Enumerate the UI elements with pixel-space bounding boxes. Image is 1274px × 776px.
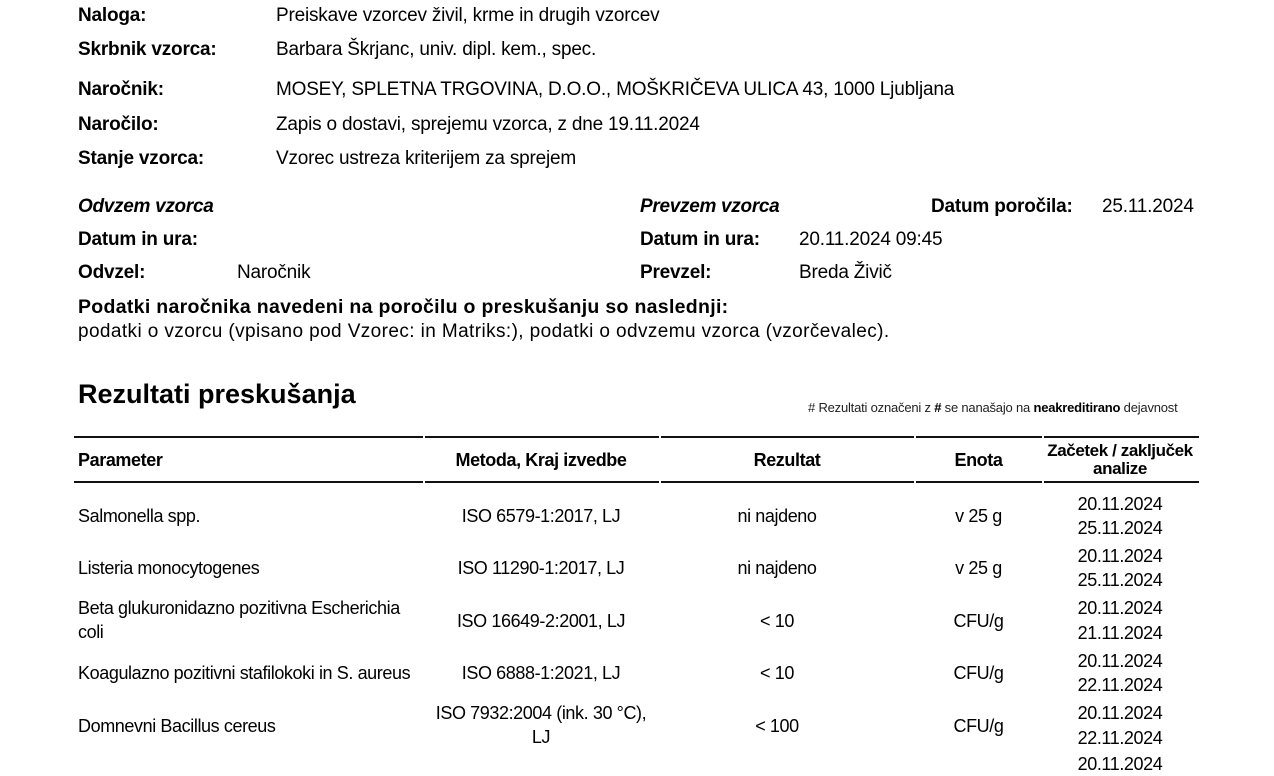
cell-result: < 10 xyxy=(760,611,794,631)
column-header-unit: Enota xyxy=(954,450,1003,470)
col-gap xyxy=(1042,434,1044,440)
client-data-heading: Podatki naročnika navedeni na poročilu o preskušanju so naslednji: xyxy=(78,296,729,318)
cell-result: < 100 xyxy=(755,716,799,736)
accreditation-note-hash: # xyxy=(934,400,942,415)
col-gap xyxy=(659,479,661,485)
field-label-narocnik: Naročnik: xyxy=(78,79,164,100)
col-gap xyxy=(914,434,916,440)
cell-end: 25.11.2024 xyxy=(1077,518,1163,538)
cell-method: ISO 11290-1:2017, LJ xyxy=(457,558,625,578)
cell-start: 20.11.2024 xyxy=(1077,546,1163,566)
cell-parameter: Salmonella spp. xyxy=(78,506,201,526)
column-header-start-end: Začetek / zaključek analize xyxy=(1047,441,1193,478)
col-gap xyxy=(659,434,661,440)
field-value-skrbnik: Barbara Škrjanc, univ. dipl. kem., spec. xyxy=(276,39,597,60)
column-header-result: Rezultat xyxy=(753,450,821,470)
cell-end: 22.11.2024 xyxy=(1077,675,1163,695)
cell-parameter: Koagulazno pozitivni stafilokoki in S. aureus xyxy=(78,663,411,683)
cell-start: 20.11.2024 xyxy=(1077,598,1163,618)
cell-end: 25.11.2024 xyxy=(1077,570,1163,590)
field-label-naloga: Naloga: xyxy=(78,5,147,26)
field-label-stanje: Stanje vzorca: xyxy=(78,148,205,169)
receipt-received-by-value: Breda Živič xyxy=(799,262,892,283)
accreditation-note-middle: se nanašajo na xyxy=(941,400,1034,415)
cell-method: ISO 7932:2004 (ink. 30 °C), LJ xyxy=(435,703,647,747)
cell-parameter: Beta glukuronidazno pozitivna Escherichia coli xyxy=(78,598,400,642)
cell-start: 20.11.2024 xyxy=(1077,651,1163,671)
cell-unit: v 25 g xyxy=(955,558,1002,578)
cell-method: ISO 6579-1:2017, LJ xyxy=(461,506,621,526)
receipt-title: Prevzem vzorca xyxy=(640,196,780,217)
cell-unit: v 25 g xyxy=(955,506,1002,526)
cell-result: ni najdeno xyxy=(737,558,817,578)
cell-start-partial: 20.11.2024 xyxy=(1077,754,1163,774)
cell-end: 22.11.2024 xyxy=(1077,728,1163,748)
field-value-narocnik: MOSEY, SPLETNA TRGOVINA, D.O.O., MOŠKRIČEVA ULICA 43, 1000 Ljubljana xyxy=(276,79,955,100)
col-gap xyxy=(1042,479,1044,485)
column-header-method: Metoda, Kraj izvedbe xyxy=(455,450,627,470)
column-header-parameter: Parameter xyxy=(78,450,163,470)
receipt-received-by-label: Prevzel: xyxy=(640,262,712,283)
results-title: Rezultati preskušanja xyxy=(78,379,356,409)
cell-unit: CFU/g xyxy=(953,716,1004,736)
col-gap xyxy=(423,434,425,440)
sampling-title: Odvzem vzorca xyxy=(78,196,214,217)
cell-unit: CFU/g xyxy=(953,611,1004,631)
accreditation-note-suffix: dejavnost xyxy=(1120,400,1178,415)
cell-result: < 10 xyxy=(760,663,794,683)
client-data-text: podatki o vzorcu (vpisano pod Vzorec: in Matriks:), podatki o odvzemu vzorca (vzorčevalec). xyxy=(78,321,890,342)
sampling-datetime-label: Datum in ura: xyxy=(78,229,198,250)
cell-result: ni najdeno xyxy=(737,506,817,526)
field-label-skrbnik: Skrbnik vzorca: xyxy=(78,39,217,60)
field-value-narocilo: Zapis o dostavi, sprejemu vzorca, z dne 19.11.2024 xyxy=(276,114,700,135)
cell-end: 21.11.2024 xyxy=(1077,623,1163,643)
cell-start: 20.11.2024 xyxy=(1077,494,1163,514)
receipt-datetime-label: Datum in ura: xyxy=(640,229,760,250)
receipt-datetime-value: 20.11.2024 09:45 xyxy=(799,229,943,250)
accreditation-note xyxy=(808,400,1178,415)
field-label-narocilo: Naročilo: xyxy=(78,114,159,135)
accreditation-note-prefix: # Rezultati označeni z xyxy=(808,400,935,415)
report-date-value: 25.11.2024 xyxy=(1102,196,1194,217)
cell-unit: CFU/g xyxy=(953,663,1004,683)
sampling-taken-by-value: Naročnik xyxy=(237,262,311,283)
report-date-label: Datum poročila: xyxy=(931,196,1073,217)
table-header-rule xyxy=(74,481,1199,483)
table-top-rule xyxy=(74,436,1199,438)
cell-start: 20.11.2024 xyxy=(1077,703,1163,723)
cell-method: ISO 6888-1:2021, LJ xyxy=(461,663,621,683)
col-gap xyxy=(423,479,425,485)
cell-method: ISO 16649-2:2001, LJ xyxy=(456,611,626,631)
field-value-naloga: Preiskave vzorcev živil, krme in drugih vzorcev xyxy=(276,5,660,26)
cell-parameter: Domnevni Bacillus cereus xyxy=(78,716,276,736)
cell-parameter: Listeria monocytogenes xyxy=(78,558,260,578)
col-gap xyxy=(914,479,916,485)
accreditation-note-bold: neakreditirano xyxy=(1033,400,1121,415)
sampling-taken-by-label: Odvzel: xyxy=(78,262,146,283)
field-value-stanje: Vzorec ustreza kriterijem za sprejem xyxy=(276,148,577,169)
